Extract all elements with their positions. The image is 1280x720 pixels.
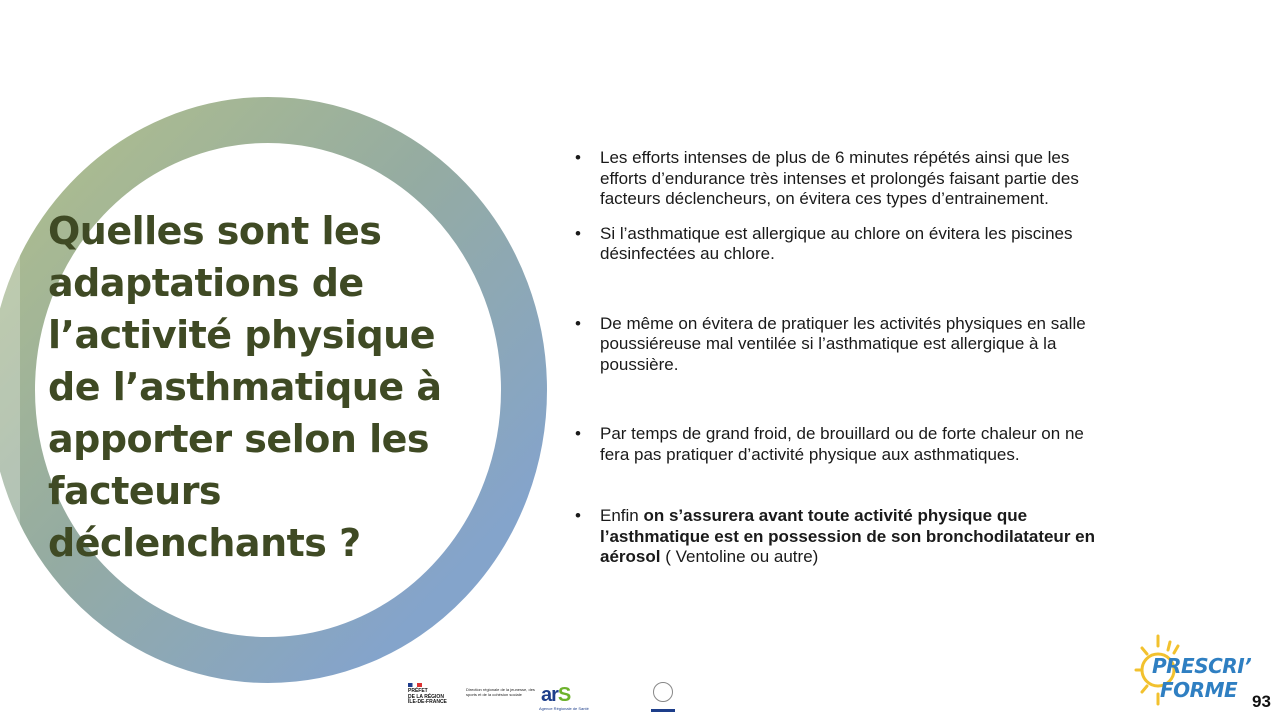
prescriforme-logo — [1134, 632, 1264, 708]
bullet-line: poussiéreuse mal ventilée si l’asthmatique est allergique à la — [600, 334, 1057, 353]
bullet-line — [600, 506, 1185, 527]
title-line: facteurs — [48, 469, 222, 513]
bullet-line: efforts d’endurance très intenses et prolongés faisant partie des — [600, 168, 1079, 188]
seal-band — [651, 709, 675, 712]
bullet-line — [600, 547, 1185, 568]
prefet-line: DE LA RÉGION — [408, 693, 444, 700]
brand-line-2: FORME — [1160, 678, 1238, 702]
seal-icon — [653, 682, 673, 702]
bullet-lead: Enfin — [600, 506, 644, 525]
bullet-tail: ( Ventoline ou autre) — [660, 547, 819, 566]
brand-line-1: PRESCRI’ — [1152, 654, 1252, 678]
bullet-item — [575, 148, 1185, 210]
title-line: Quelles sont les — [48, 209, 382, 253]
bullet-item — [575, 224, 1185, 265]
title-line: de l’asthmatique à — [48, 365, 442, 409]
prefet-line: PRÉFET — [408, 688, 428, 694]
bullet-bold-3: aérosol — [600, 547, 661, 566]
bullet-line: poussière. — [600, 354, 679, 374]
ars-subtitle: Agence Régionale de Santé — [539, 706, 589, 711]
flag-icon — [408, 683, 422, 687]
ars-logo-ar: ar — [541, 684, 558, 706]
prefet-line: ÎLE-DE-FRANCE — [408, 699, 447, 705]
title-line: apporter selon les — [48, 417, 430, 461]
slide-title — [48, 205, 468, 569]
bullet-item — [575, 424, 1185, 465]
bullet-line: facteurs déclencheurs, on évitera ces types d’entrainement. — [600, 189, 1049, 208]
bullet-line: • Les efforts intenses de plus de 6 minutes répétés ainsi que les — [600, 148, 1070, 167]
bullet-line: • De même on évitera de pratiquer les activités physiques en salle — [600, 313, 1086, 333]
bullet-line — [600, 527, 1185, 548]
bullet-list — [575, 148, 1185, 568]
ars-logo-s: S — [557, 684, 571, 706]
title-line: l’activité physique — [48, 313, 435, 357]
title-line: adaptations de — [48, 261, 364, 305]
bullet-item-last — [575, 506, 1185, 568]
bullet-line: • Si l’asthmatique est allergique au chlore on évitera les piscines — [600, 223, 1073, 243]
bullet-line: • Par temps de grand froid, de brouillard ou de forte chaleur on ne — [600, 424, 1084, 443]
drieets-text: Direction régionale de la jeunesse, des sports et de la cohésion sociale — [466, 687, 535, 697]
title-line: déclenchants ? — [48, 521, 361, 565]
bullet-bold-2: l’asthmatique est en possession de son bronchodilatateur en — [600, 526, 1095, 546]
bullet-bold-1: on s’assurera avant toute activité physique que — [643, 506, 1028, 525]
prefet-logo — [408, 683, 468, 713]
page-number: 93 — [1252, 692, 1271, 711]
bullet-line: désinfectées au chlore. — [600, 244, 775, 263]
ars-logo — [541, 684, 570, 707]
bullet-item — [575, 314, 1185, 376]
bullet-line: fera pas pratiquer d’activité physique aux asthmatiques. — [600, 444, 1020, 464]
partner-logos — [396, 680, 686, 716]
